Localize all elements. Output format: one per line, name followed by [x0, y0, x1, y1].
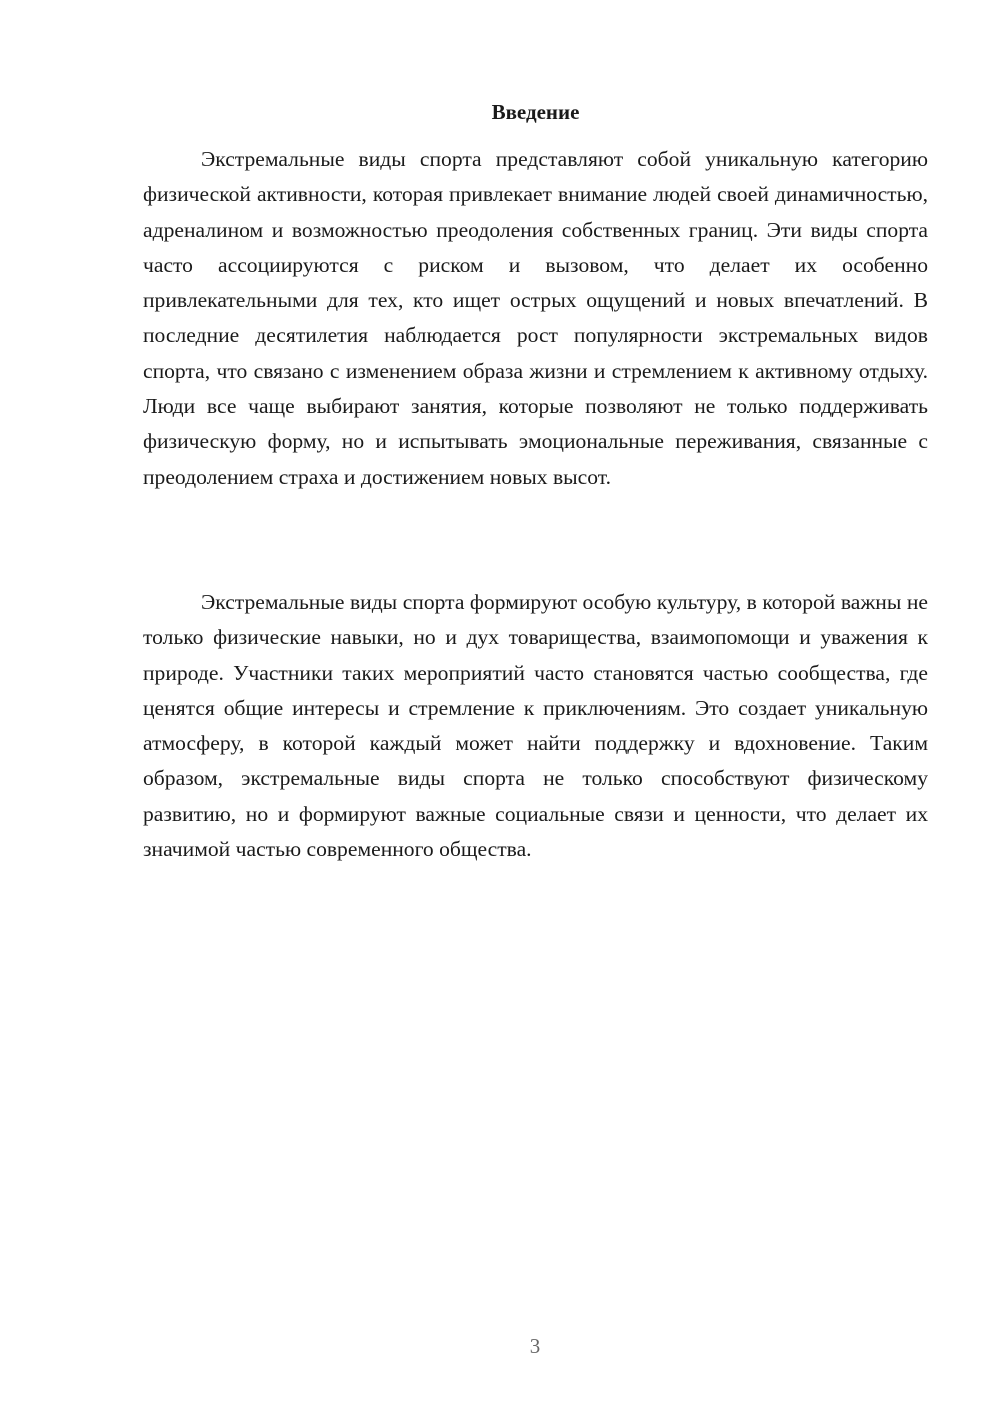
paragraph-1: Экстремальные виды спорта представляют собой уникальную категорию физической активности, которая привлекает внимание людей своей динамичностью, адреналином и возможностью преодоления собственных границ. Эти виды спорта часто ассоциируются с риском и вызовом, что делает их особенно привлекательными для тех, кто ищет острых ощущений и новых впечатлений. В последние десятилетия наблюдается рост популярности экстремальных видов спорта, что связано с изменением образа жизни и стремлением к активному отдыху. Люди все чаще выбирают занятия, которые позволяют не только поддерживать физическую форму, но и испытывать эмоциональные переживания, связанные с преодолением страха и достижением новых высот.: [143, 147, 928, 489]
paragraph-2: Экстремальные виды спорта формируют особую культуру, в которой важны не только физические навыки, но и дух товарищества, взаимопомощи и уважения к природе. Участники таких мероприятий часто становятся частью сообщества, где ценятся общие интересы и стремление к приключениям. Это создает уникальную атмосферу, в которой каждый может найти поддержку и вдохновение. Таким образом, экстремальные виды спорта не только способствуют физическому развитию, но и формируют важные социальные связи и ценности, что делает их значимой частью современного общества.: [143, 590, 928, 862]
section-title: Введение: [491, 100, 580, 124]
page-number: 3: [529, 1334, 541, 1358]
